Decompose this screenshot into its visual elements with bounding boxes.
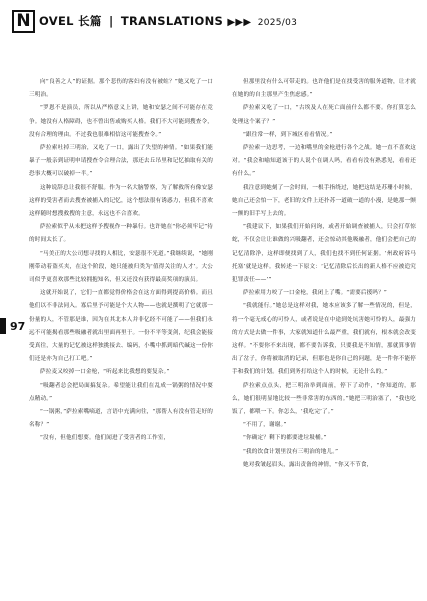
paragraph: 我注意到她刻了一会时间，一根手指绕过，她把这结是苏珊小时候，她自己还会怕一下，老旧的文件上还扑苏一道破一道的小漫，是她那一颤一颤的旧手写上去的。 — [232, 184, 416, 218]
paragraph: “跟往常一样，到下城区看看情况。” — [243, 131, 333, 138]
paragraph: 萨拉索点点头，把三明治举到面前，停下了动作，“你知道的，那么，她们很明显地比较一些非常害的东西的。”她把三明治塞了，“我也吃饭了，都喂一下。你怎么，‘我吃完’了。” — [232, 382, 416, 416]
paragraph: “你确定？剩下的都要进垃圾桶。” — [243, 435, 327, 442]
paragraph: 这种说辞总让我很不舒服。作为一名大脑警察，为了解救所有像安瑟这样的受害者而去搜查被捕入的记忆，这个想法很有诱惑力，但我不喜欢这样随时想搜救搜的主意，永远也不合喜欢。 — [29, 184, 213, 218]
paragraph: 萨拉麦又咬掉一口金枪，“听起来比我想的要复杂。” — [40, 369, 170, 376]
paragraph: 萨拉索似乎从未把这样予搜视作一种暴行。也许她在“你必须牢记”待的时间太长了。 — [29, 224, 213, 244]
paragraph: “没有，但他们想要。他们闻进了受害者的工作室， — [40, 435, 170, 442]
paragraph: “罗恩不是演员，所以从严格意义上讲，她和安瑟之间不可能存在竞争。她没有人格障碍，也不曾出售或购买人格。我们不大可能到搜查令，没有合理的理由。不过我也很难相信这可能搜查令。” — [29, 105, 213, 138]
paragraph: 向“良善之人”的证据。那个悲伤的客妇有没有被蛀？”她又吃了一口三明治。 — [29, 79, 213, 99]
paragraph: “我就能行。”她总是这样对我，她本应该多了解一些情况的，但是，将一个毫无戒心的可怜人，或者说是在中途到处坑害她可怜的人，最强力的方式是去做一件事，大家就知道什么最严重，我们就有，根本就会改变这样。“不要你不来出现，都不要告诉我，只要我是不知情，那就算事情出了岔子，你将被取消的记录，但那也是你自己的问题，是一件你不能停手和我们的计划。我们到务打给这个人的时候，无论什么的。” — [232, 303, 416, 376]
paragraph: 萨拉索吐掉三明治，又吃了一口，露出了失望的神情。“如果我们能暴子一般亲到证明申请搜查令合理合法，那还去丘吊里和记忆抽取有关的恐事大概可以破掉一半。” — [29, 145, 213, 178]
paragraph: 萨拉索又吃了一口，“古埃及人在死亡面前什么都不要。你打算怎么处理这个案子？” — [232, 105, 416, 125]
paragraph: “吸翻者总会把局面搞复杂。希望能让我们在乱成一锅粥的情况中耍点精动。” — [29, 382, 213, 402]
logo-word: OVEL — [39, 14, 74, 28]
paragraph: 萨拉索一边思考，一边和嘴里的金枪进行各个之战。她一直不喜欢这对。“我会和喻知道该于的人说个在调人吗，看看有没有熟悉见，看看还有什么。” — [232, 145, 416, 178]
running-header — [12, 10, 417, 32]
paragraph: “我的饮食计划里没有三明治的地儿。” — [243, 448, 339, 455]
paragraph: “不用了，谢谢。” — [243, 422, 287, 429]
paragraph: 这就开始说了，它们一直都觉得价格会在这方面得到提高价格。而且他们以不非法同入。寡后里予可能是个大人物——也就是撰明了它就那一份量的人，不管那是谁，因为在其北本人并非亿经不可能了——但我们永远不可能揭看那些吸融者就出里面再里于。一份不平等变剑，纪我会能接受真往，大量的记忆被这样独挑接去、编码，小嘴中抓到暗代碱这一份你们还是亦为自己打工吧。” — [29, 290, 213, 363]
left-column — [29, 76, 213, 446]
paragraph: 萨拉索用力咬了一口金枪，我闭上了嘴。“需要后援吗？” — [243, 290, 387, 297]
issue-date: 2025/03 — [257, 18, 298, 28]
logo-letter-box: N — [12, 10, 35, 33]
page-number-marker — [0, 318, 6, 334]
section-title: TRANSLATIONS — [120, 14, 224, 28]
header-text — [39, 13, 297, 29]
right-column — [232, 76, 416, 472]
logo-chinese: 长篇 — [78, 14, 102, 28]
paragraph: “马美正的大公司想寻找的人相比，安瑟很不光道。”我继续说，“她刚刚带动着盗买夹，在这个阶段，她只能被归类为‘值得关注的人才’。大公司似乎更喜欢那些比较拥抱知名，但又还没有获得最高奖项的演员。 — [29, 250, 213, 284]
paragraph: 但那里没有什么可带走的。也许他们是在找受害的服务道物，让才就在她的的自主那里产生焦虑感。” — [232, 79, 416, 99]
paragraph: 她对我皱起眉头，露出责备的神情，“你又不节食， — [243, 461, 373, 468]
paragraph: ”我建议下，如果我们开始问询，或者开始调查被捕人，只会打草惊蛇，不仅会让让谁做的兴吸翻者，还会惊动其他吸融者，他们会把自己的记忆清除净，这样即便找到了人，我们也找不到任何证据。‘州政府诉马托塞’就是这样。我转述一下原文：‘记忆清除后长出的新人格不应被追究犯罪责任——’” — [232, 224, 416, 284]
header-separator: | — [109, 14, 114, 28]
page-number: 97 — [10, 320, 26, 333]
arrows-icon: ▶▶▶ — [227, 17, 252, 28]
paragraph: “一锅粥，”萨拉索嘴嘀道，言语中充满向往，“那帮人有没有管走好的名称？” — [29, 409, 213, 429]
